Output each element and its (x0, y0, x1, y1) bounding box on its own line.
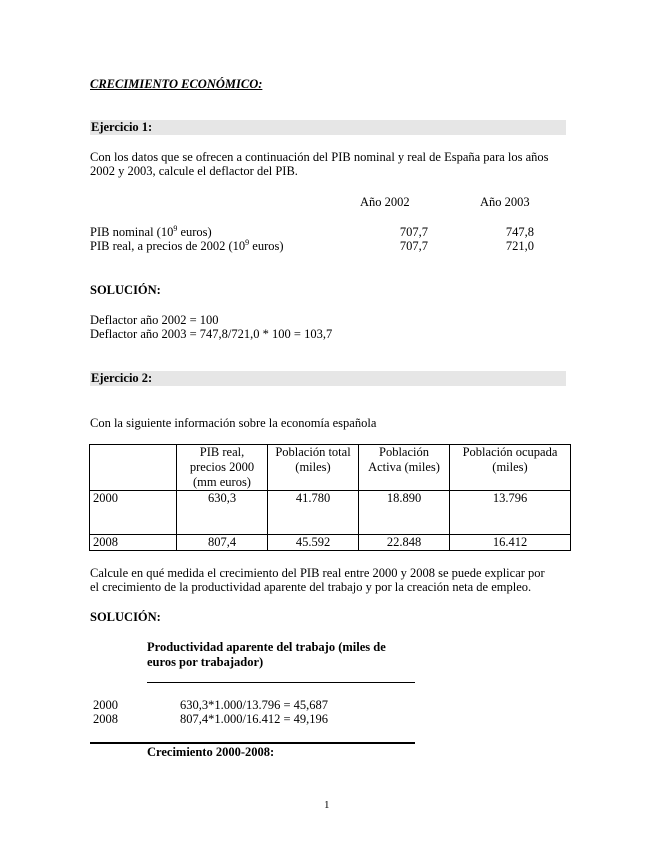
pib-real-2002: 707,7 (399, 239, 428, 253)
solution-1-heading: SOLUCIÓN: (90, 283, 161, 297)
table-cell-activa: 22.848 (359, 535, 450, 551)
pib-nominal-label: PIB nominal ($10^9$ euros) (90, 223, 212, 239)
pib-real-label: PIB real, a precios de 2002 ($10^9$ euros) (90, 237, 284, 253)
productivity-year-2008: 2008 (93, 712, 118, 726)
table-cell-pib: 807,4 (177, 535, 268, 551)
divider-line (147, 682, 415, 683)
productivity-calc-2000: 630,3*1.000/13.796 = 45,687 (180, 698, 329, 712)
pib-real-2003: 721,0 (505, 239, 534, 253)
productivity-calc-2008: 807,4*1.000/16.412 = 49,196 (180, 712, 329, 726)
column-header-2002: Año 2002 (360, 195, 410, 209)
column-header-2003: Año 2003 (480, 195, 530, 209)
exercise-2-intro: Con la siguiente información sobre la economía española (90, 416, 377, 430)
economy-data-table (89, 444, 571, 551)
document-title: CRECIMIENTO ECONÓMICO: (90, 77, 263, 91)
table-header-poblacion-total: Población total (miles) (268, 445, 359, 491)
table-cell-pib: 630,3 (177, 491, 268, 535)
table-row-year: 2008 (90, 535, 177, 551)
pib-nominal-2003: 747,8 (505, 225, 534, 239)
exercise-1-heading: Ejercicio 1: (91, 120, 153, 134)
exercise-1-intro-line-1: Con los datos que se ofrecen a continuación del PIB nominal y real de España para los años (90, 150, 549, 164)
table-cell-total: 41.780 (268, 491, 359, 535)
page-number: 1 (324, 799, 330, 811)
table-cell-total: 45.592 (268, 535, 359, 551)
solution-1-line-2: Deflactor año 2003 = 747,8/721,0 * 100 = 103,7 (90, 327, 333, 341)
exercise-1-heading-bar (90, 120, 566, 135)
exercise-2-question-line-2: el crecimiento de la productividad aparente del trabajo y por la creación neta de empleo. (90, 580, 532, 594)
exercise-2-question-line-1: Calcule en qué medida el crecimiento del PIB real entre 2000 y 2008 se puede explicar por (90, 566, 545, 580)
table-cell-ocupada: 16.412 (450, 535, 571, 551)
exercise-2-heading: Ejercicio 2: (91, 371, 153, 385)
table-cell-ocupada: 13.796 (450, 491, 571, 535)
table-header-poblacion-ocupada: Población ocupada (miles) (450, 445, 571, 491)
table-header-poblacion-activa: Población Activa (miles) (359, 445, 450, 491)
productivity-heading-line-1: Productividad aparente del trabajo (miles de (147, 640, 386, 654)
exercise-2-heading-bar (90, 371, 566, 386)
table-cell-activa: 18.890 (359, 491, 450, 535)
table-row (90, 491, 571, 535)
table-header-empty (90, 445, 177, 491)
table-header-row (90, 445, 571, 491)
exercise-1-intro-line-2: 2002 y 2003, calcule el deflactor del PIB. (90, 164, 298, 178)
growth-heading: Crecimiento 2000-2008: (147, 745, 275, 759)
pib-nominal-2002: 707,7 (399, 225, 428, 239)
table-header-pib: PIB real, precios 2000 (mm euros) (177, 445, 268, 491)
divider-line-thick (90, 742, 415, 744)
table-row (90, 535, 571, 551)
solution-2-heading: SOLUCIÓN: (90, 610, 161, 624)
table-row-year: 2000 (90, 491, 177, 535)
solution-1-line-1: Deflactor año 2002 = 100 (90, 313, 219, 327)
productivity-year-2000: 2000 (93, 698, 118, 712)
productivity-heading-line-2: euros por trabajador) (147, 655, 264, 669)
